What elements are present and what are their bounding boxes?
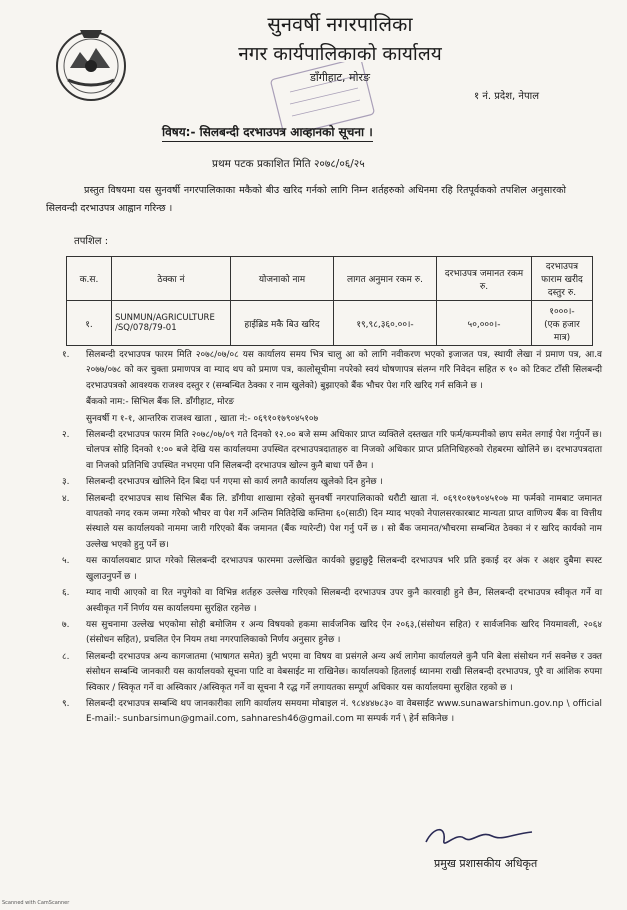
list-item: ५. यस कार्यालयबाट प्राप्त गरेको सिलबन्दी दरभाउपत्र फारममा उल्लेखित कार्यको छुट्टाछुट्टै सिलबन्दी दरभाउपत्र भरि प्रति इकाई दर अंक र अक्षर दुबैमा स्पस्ट खुलाउनुपर्ने छ । <box>62 556 602 582</box>
col-project: योजनाको नाम <box>231 257 334 301</box>
cell-project: हाईब्रिड मकै बिउ खरिद <box>231 301 334 346</box>
tender-table <box>66 256 593 346</box>
officer-title: प्रमुख प्रशासकीय अधिकृत <box>434 857 538 870</box>
list-item: ४. सिलबन्दी दरभाउपत्र साथ सिभिल बैंक लि. डाँगीया शाखामा रहेको सुनवर्षी नगरपालिकाको धरौटी खाता नं. ०६९१०१७९०४५१०७ मा फर्मको नामबाट जमानत वापतको नगद रकम जम्मा गरेको भौचर वा पेश गर्ने अन्तिम मितिदेखि कम्तिमा ६०(साठी) दिन म्याद भएको नेपालसरकारबाट मान्यता प्राप्त वाणिज्य बैंक वा वित्तीय संस्थाले यस कार्यालयको नाममा जारी गरिएको बैंक जमानत (बैंक ग्यारेन्टी) पेश गर्नु पर्ने छ । सो बैंक जमानत/भौचरमा सम्बन्धित ठेक्का नं र खरिद कार्यको नाम उल्लेख भएको हुनु पर्ने छ। <box>62 493 602 550</box>
col-fee: दरभाउपत्र फाराम खरीद दस्तुर रु. <box>532 257 593 301</box>
list-item: सुनवर्षी ग १-१, आन्तरिक राजश्व खाता , खाता नं:- ०६९१०१७९०४५१०७ <box>86 413 319 424</box>
cell-fee <box>532 301 593 346</box>
table-header-row <box>67 257 593 301</box>
col-sn: क.स. <box>67 257 112 301</box>
officer-signature <box>420 822 540 852</box>
col-deposit: दरभाउपत्र जमानत रकम रु. <box>437 257 532 301</box>
office-stamp <box>270 62 375 132</box>
list-item: ३. सिलबन्दी दरभाउपत्र खोलिने दिन बिदा पर्न गएमा सो कार्य लगतै कार्यालय खुलेको दिन हुनेछ । <box>62 477 383 488</box>
cell-sn: १. <box>67 301 112 346</box>
published-date: प्रथम पटक प्रकाशित मिति २०७८/०६/२५ <box>212 158 365 170</box>
table-row <box>67 301 593 346</box>
list-item: ८. सिलबन्दी दरभाउपत्र अन्य कागजातमा (भाषागत समेत) त्रुटी भएमा वा विषय वा प्रसंगले अन्य अर्थ लागेमा कार्यालयले कुनै पनि बेला संसोधन गर्न सक्नेछ र उक्त संसोधन सम्बन्धि जानकारी यस कार्यालयको सूचना पाटि वा वेबसाईट मा राखिनेछ। कार्यालयको हितलाई ध्यानमा राखी सिलबन्दी दरभाउपत्र, पुरै वा आंशिक रुपमा स्विकार / स्विकृत गर्ने वा अस्विकार /अस्विकृत गर्ने वा सूचना नै रद्ध गर्ने लगायतका सम्पूर्ण अधिकार यस कार्यालयमा सुरक्षित रहको छ । <box>62 651 602 693</box>
fee-amount: १०००।- <box>549 306 575 317</box>
municipality-emblem <box>50 18 132 110</box>
cell-deposit: ५०,०००।- <box>437 301 532 346</box>
notice-subject: विषय:- सिलबन्दी दरभाउपत्र आव्हानको सूचना । <box>162 123 373 142</box>
scanner-watermark: Scanned with CamScanner <box>2 900 70 906</box>
list-item: ६. म्याद नाघी आएको वा रित नपुगेको वा विभिन्न शर्तहरु उल्लेख गरिएको सिलबन्दी दरभाउपत्र उपर कुनै कारवाही हुने छैन, सिलबन्दी दरभाउपत्र स्वीकृत गर्ने वा अस्वीकृत गर्ने निर्णय यस कार्यालयमा सुरक्षित रहनेछ । <box>62 588 602 614</box>
office-location: डाँगीहाट, मोरङ <box>310 71 370 84</box>
list-item: २. सिलबन्दी दरभाउपत्र फारम मिति २०७८/०७/०९ गते दिनको १२.०० बजे सम्म अधिकार प्राप्त व्यक्तिले दस्तखत गरि फर्म/कम्पनीको छाप समेत लगाई पेश गर्नुपर्ने छ।चोलपत्र सोहि दिनको १:०० बजे देखि यस कार्यालयमा उपस्थित दरभाउपत्रदाताहरु वा निजको अधिकार प्राप्त प्रतिनिधिहरुको रोहबरमा खोलिने छ। दरभाउपत्रदाता वा निजको प्रतिनिधि उपस्थित नभएमा पनि सिलबन्दी दरभाउपत्र खोल्न कुनै बाधा पर्ने छैन । <box>62 430 602 471</box>
cell-estimate: १९,९८,३६०.००।- <box>334 301 437 346</box>
col-contract-no: ठेक्का नं <box>112 257 231 301</box>
col-estimate: लागत अनुमान रकम रु. <box>334 257 437 301</box>
province-label: १ नं. प्रदेश, नेपाल <box>473 91 539 102</box>
details-label: तपशिल : <box>74 236 109 247</box>
intro-paragraph: प्रस्तुत विषयमा यस सुनवर्षी नगरपालिकाका मकैको बीउ खरिद गर्नको लागि निम्न शर्तहरुको अधिनमा रहि रितपूर्वकको तपशिल अनुसारको सिलवन्दी दरभाउपत्र आह्वान गरिन्छ । <box>46 185 566 214</box>
cell-contract-no: SUNMUN/AGRICULTURE /SQ/078/79-01 <box>112 301 231 346</box>
fee-note: (एक हजार मात्र) <box>544 319 580 343</box>
conditions-list <box>62 348 602 729</box>
list-item: बैंकको नाम:- सिभिल बैंक लि. डाँगीहाट, मोरङ <box>86 397 235 408</box>
list-item: १. सिलबन्दी दरभाउपत्र फारम मिति २०७८/०७/०८ यस कार्यालय समय भित्र चालु आ को लागि नवीकरण भएको इजाजत पत्र, स्थायी लेखा नं प्रमाण पत्र, आ.व २०७७/०७८ को कर चुक्ता प्रमाणपत्र वा म्याद थप को प्रमाण पत्र, कालोसूचीमा नपरेको स्वयं घोषणापत्र संलग्न गरि निवेदन सहित रु १० को टिकट टाँसी सिलबन्दी दरभाउपत्रको आवश्यक राजश्व दस्तुर र (सम्बन्धित ठेक्का र नाम खुलेको) बुझाएको बैंक भौचर पेश गरि खरिद गर्न सकिने छ । <box>62 350 602 391</box>
list-item: ९. सिलबन्दी दरभाउपत्र सम्बन्धि थप जानकारीका लागि कार्यालय समयमा मोबाइल नं. ९८४४४७८३० वा वेबसाईट www.sunawarshimun.gov.np \ official E-mail:- sunbarsimun@gmail.com, sahnaresh46@gmail.com मा सम्पर्क गर्न \ हेर्न सकिनेछ । <box>62 698 602 725</box>
list-item: ७. यस सुचनामा उल्लेख भएकोमा सोही बमोजिम र अन्य विषयको हकमा सार्वजनिक खरिद ऐन २०६३,(संसोधन सहित) र सार्वजनिक खरिद नियमावली, २०६४ (संसोधन सहित), प्रचलित ऐन नियम तथा नगरपालिकाको निर्णय अनुसार हुनेछ । <box>62 619 602 646</box>
org-name: सुनवर्षी नगरपालिका <box>267 12 413 36</box>
office-name: नगर कार्यपालिकाको कार्यालय <box>238 43 442 65</box>
